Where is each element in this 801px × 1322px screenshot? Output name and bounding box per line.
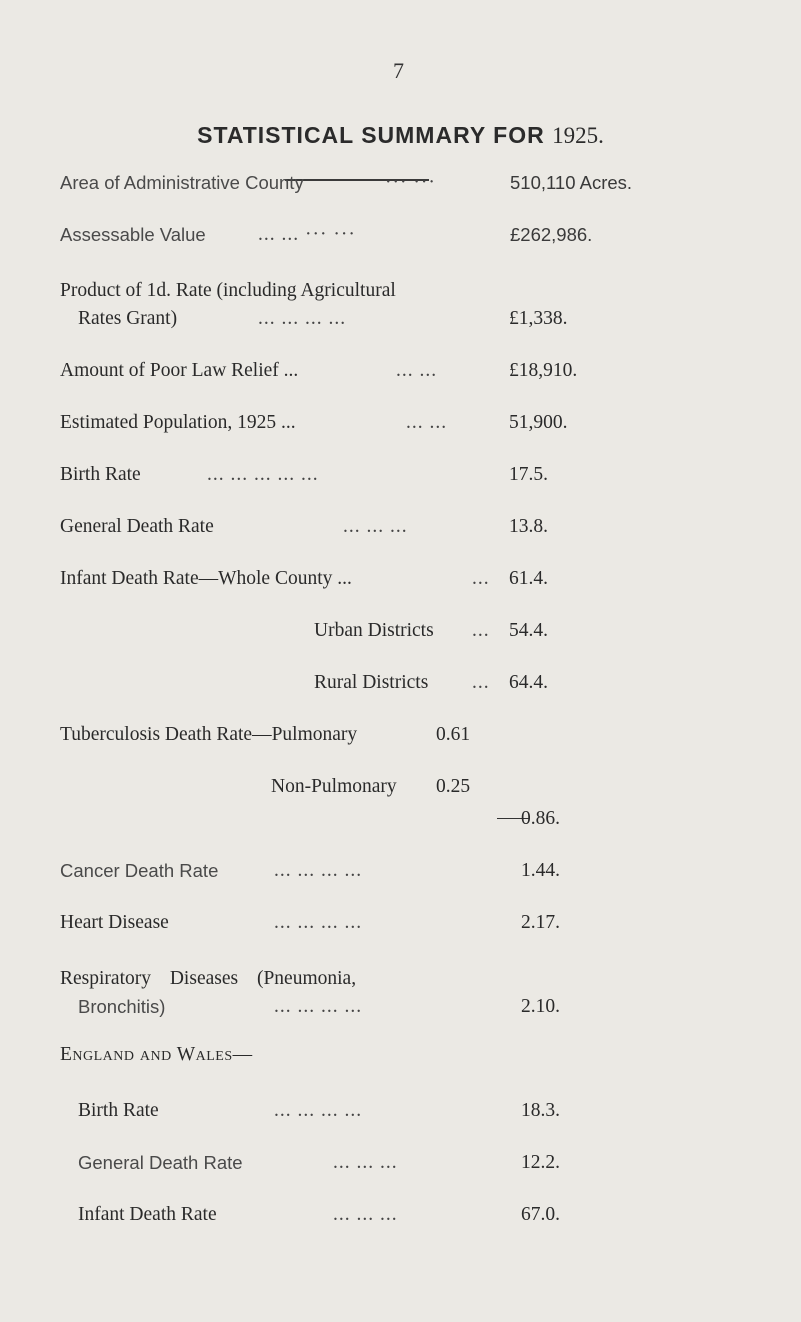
row-value: 1.44.	[521, 860, 560, 881]
row-label: Tuberculosis Death Rate—Pulmonary	[60, 724, 358, 745]
leader-dots: ··· ···	[385, 172, 436, 193]
row-label: General Death Rate	[60, 516, 214, 537]
row-label: Amount of Poor Law Relief ...	[60, 360, 299, 381]
row-label: Assessable Value	[60, 224, 206, 245]
row-subvalue: 0.25	[436, 776, 471, 797]
leader-dots: ...	[472, 672, 490, 693]
leader-dots: ... ... ··· ···	[258, 224, 356, 245]
row-label: Non-Pulmonary	[271, 776, 397, 797]
row-area	[0, 170, 801, 210]
row-tuberculosis-pulmonary	[0, 722, 801, 762]
leader-dots: ... ... ... ... ...	[207, 464, 319, 485]
row-assessable-value	[0, 222, 801, 262]
row-value: £262,986.	[510, 224, 593, 245]
row-value: 2.10.	[521, 996, 560, 1017]
row-value: 510,110 Acres.	[510, 172, 633, 193]
row-label: Estimated Population, 1925 ...	[60, 412, 296, 433]
row-label: Cancer Death Rate	[60, 860, 219, 881]
row-label: General Death Rate	[78, 1152, 243, 1173]
row-value: £18,910.	[509, 360, 578, 381]
leader-dots: ... ... ...	[333, 1152, 398, 1173]
row-value: 12.2.	[521, 1152, 560, 1173]
leader-dots: ... ... ... ...	[274, 996, 363, 1017]
row-ew-birth-rate	[0, 1098, 801, 1138]
row-label: Heart Disease	[60, 912, 169, 933]
title-text: STATISTICAL SUMMARY FOR	[197, 122, 545, 148]
leader-dots: ...	[472, 620, 490, 641]
row-label: Infant Death Rate—Whole County ...	[60, 568, 352, 589]
row-label: Urban Districts	[314, 620, 434, 641]
row-label: Bronchitis)	[78, 996, 166, 1017]
row-urban-districts	[0, 618, 801, 658]
row-general-death-rate	[0, 514, 801, 554]
leader-dots: ... ...	[396, 360, 438, 381]
row-value: 54.4.	[509, 620, 548, 641]
row-respiratory-line2	[0, 994, 801, 1034]
row-value: 0.86.	[521, 808, 560, 829]
leader-dots: ... ... ... ...	[274, 912, 363, 933]
row-label: Product of 1d. Rate (including Agricultural	[60, 280, 396, 301]
row-value: 17.5.	[509, 464, 548, 485]
section-label: England and Wales—	[60, 1044, 253, 1065]
row-product-rate-line2	[0, 306, 801, 346]
row-value: 18.3.	[521, 1100, 560, 1121]
leader-dots: ... ... ... ...	[258, 308, 347, 329]
row-label: Infant Death Rate	[78, 1204, 217, 1225]
row-ew-infant-death-rate	[0, 1202, 801, 1242]
row-tuberculosis-total	[0, 806, 801, 846]
section-heading-england-wales	[0, 1042, 801, 1082]
row-ew-general-death-rate	[0, 1150, 801, 1190]
row-poor-law-relief	[0, 358, 801, 398]
row-value: £1,338.	[509, 308, 568, 329]
row-label: Area of Administrative County	[60, 172, 304, 193]
row-label: Respiratory Diseases (Pneumonia,	[60, 968, 357, 989]
row-value: 2.17.	[521, 912, 560, 933]
leader-dots: ...	[472, 568, 490, 589]
leader-dots: ... ... ...	[343, 516, 408, 537]
row-value: 61.4.	[509, 568, 548, 589]
row-value: 51,900.	[509, 412, 568, 433]
row-birth-rate	[0, 462, 801, 502]
page-title	[0, 122, 801, 149]
row-label: Birth Rate	[78, 1100, 159, 1121]
row-label: Birth Rate	[60, 464, 141, 485]
row-label: Rural Districts	[314, 672, 429, 693]
row-subvalue: 0.61	[436, 724, 471, 745]
row-value: 13.8.	[509, 516, 548, 537]
row-value: 64.4.	[509, 672, 548, 693]
row-value: 67.0.	[521, 1204, 560, 1225]
row-estimated-population	[0, 410, 801, 450]
row-cancer-death-rate	[0, 858, 801, 898]
row-infant-death-rate-whole-county	[0, 566, 801, 606]
leader-dots: ... ... ... ...	[274, 860, 363, 881]
title-year: 1925.	[552, 123, 604, 148]
leader-dots: ... ...	[406, 412, 448, 433]
leader-dots: ... ... ...	[333, 1204, 398, 1225]
row-heart-disease	[0, 910, 801, 950]
row-rural-districts	[0, 670, 801, 710]
row-label: Rates Grant)	[78, 308, 178, 329]
page-number: 7	[393, 58, 404, 83]
leader-dots: ... ... ... ...	[274, 1100, 363, 1121]
